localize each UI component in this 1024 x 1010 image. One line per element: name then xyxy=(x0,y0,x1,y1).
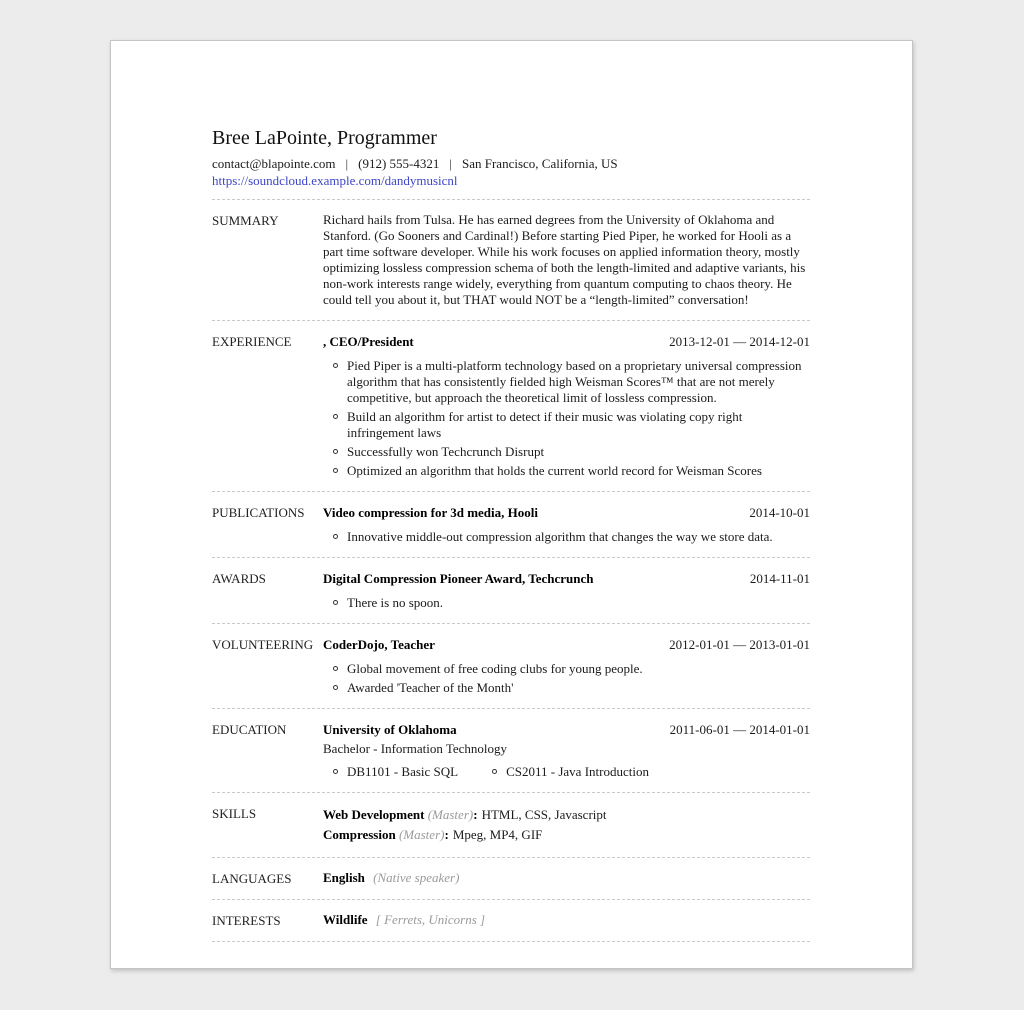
bullet-text: There is no spoon. xyxy=(347,595,444,610)
section-label: SKILLS xyxy=(212,806,257,821)
contact-line xyxy=(212,156,810,172)
skill-level: (Master) xyxy=(398,827,445,842)
education-dates: 2011-06-01 — 2014-01-01 xyxy=(669,722,810,737)
experience-bullets xyxy=(323,358,810,479)
list-item xyxy=(323,661,810,677)
bullet-text: Build an algorithm for artist to detect if their music was violating copy right infringement laws xyxy=(347,409,743,440)
language-item xyxy=(323,870,810,886)
section-volunteering xyxy=(212,624,810,709)
volunteering-title: CoderDojo, Teacher xyxy=(323,637,435,652)
experience-title: , CEO/President xyxy=(323,334,414,349)
section-summary xyxy=(212,200,810,321)
list-item xyxy=(323,463,810,479)
volunteering-bullets xyxy=(323,661,810,696)
section-label: INTERESTS xyxy=(212,913,281,928)
bullet-dot xyxy=(333,666,338,671)
section-label: EXPERIENCE xyxy=(212,334,292,349)
award-date: 2014-11-01 xyxy=(749,571,810,586)
course-text: CS2011 - Java Introduction xyxy=(506,764,649,779)
list-item xyxy=(323,409,810,441)
list-item xyxy=(323,764,458,780)
skill-colon: : xyxy=(473,807,478,822)
resume-header xyxy=(212,125,810,200)
section-label: VOLUNTEERING xyxy=(212,637,314,652)
bullet-dot xyxy=(333,468,338,473)
experience-dates: 2013-12-01 — 2014-12-01 xyxy=(669,334,810,349)
section-label: AWARDS xyxy=(212,571,266,586)
skill-name: Web Development xyxy=(323,807,425,822)
bullet-dot xyxy=(333,414,338,419)
list-item xyxy=(323,680,810,696)
skill-item xyxy=(323,825,810,845)
bullet-dot xyxy=(333,600,338,605)
bullet-dot xyxy=(333,534,338,539)
list-item xyxy=(323,595,810,611)
skill-colon: : xyxy=(444,827,449,842)
skill-level: (Master) xyxy=(427,807,474,822)
interest-name: Wildlife xyxy=(323,912,368,927)
education-school: University of Oklahoma xyxy=(323,722,457,737)
bullet-text: Optimized an algorithm that holds the current world record for Weisman Scores xyxy=(347,463,762,478)
person-name: Bree LaPointe, Programmer xyxy=(212,127,437,149)
interest-item xyxy=(323,912,810,928)
publication-date: 2014-10-01 xyxy=(749,505,810,520)
website-link[interactable]: https://soundcloud.example.com/dandymusicnl xyxy=(212,173,458,188)
contact-separator: | xyxy=(449,156,452,171)
skill-detail: HTML, CSS, Javascript xyxy=(481,807,607,822)
summary-text: Richard hails from Tulsa. He has earned degrees from the University of Oklahoma and Stanford. (Go Sooners and Cardinal!) Before starting Pied Piper, he worked for Hooli as a part time software developer. While his work focuses on applied information theory, mostly optimizing lossless compression schema of both the length-limited and adaptive variants, his non-work interests range widely, everything from quantum computing to chaos theory. He could tell you about it, but THAT would NOT be a “length-limited” conversation! xyxy=(323,212,806,307)
education-degree: Bachelor - Information Technology xyxy=(323,741,508,756)
bullet-text: Innovative middle-out compression algorithm that changes the way we store data. xyxy=(347,529,773,544)
award-title: Digital Compression Pioneer Award, Techcrunch xyxy=(323,571,594,586)
section-label: PUBLICATIONS xyxy=(212,505,305,520)
skill-item xyxy=(323,805,810,825)
section-awards xyxy=(212,558,810,624)
bullet-dot xyxy=(333,363,338,368)
volunteering-dates: 2012-01-01 — 2013-01-01 xyxy=(669,637,810,652)
language-note: (Native speaker) xyxy=(373,870,460,885)
list-item xyxy=(323,358,810,406)
list-item xyxy=(482,764,649,780)
contact-email: contact@blapointe.com xyxy=(212,156,336,171)
bullet-text: Successfully won Techcrunch Disrupt xyxy=(347,444,545,459)
section-label: LANGUAGES xyxy=(212,871,292,886)
bullet-dot xyxy=(333,449,338,454)
resume-page xyxy=(110,40,913,969)
bullet-text: Pied Piper is a multi-platform technology based on a proprietary universal compression algorithm that has consistently fielded high Weisman Scores™ that are not merely competitive, but approach the theoretical limit of lossless compression. xyxy=(347,358,802,405)
education-courses xyxy=(323,764,810,780)
bullet-dot xyxy=(492,769,497,774)
list-item xyxy=(323,444,810,460)
skill-name: Compression xyxy=(323,827,396,842)
section-label: SUMMARY xyxy=(212,213,279,228)
contact-location: San Francisco, California, US xyxy=(461,156,618,171)
language-name: English xyxy=(323,870,365,885)
publication-title: Video compression for 3d media, Hooli xyxy=(323,505,538,520)
section-publications xyxy=(212,492,810,558)
bullet-dot xyxy=(333,769,338,774)
publication-bullets xyxy=(323,529,810,545)
section-label: EDUCATION xyxy=(212,722,287,737)
interest-note: [ Ferrets, Unicorns ] xyxy=(375,912,486,927)
section-experience xyxy=(212,321,810,492)
list-item xyxy=(323,529,810,545)
bullet-dot xyxy=(333,685,338,690)
contact-phone: (912) 555-4321 xyxy=(358,156,440,171)
section-interests xyxy=(212,900,810,942)
award-bullets xyxy=(323,595,810,611)
course-text: DB1101 - Basic SQL xyxy=(347,764,459,779)
section-education xyxy=(212,709,810,793)
bullet-text: Awarded 'Teacher of the Month' xyxy=(347,680,514,695)
section-languages xyxy=(212,858,810,900)
section-skills xyxy=(212,793,810,858)
contact-separator: | xyxy=(345,156,349,171)
skill-detail: Mpeg, MP4, GIF xyxy=(452,827,543,842)
bullet-text: Global movement of free coding clubs for young people. xyxy=(347,661,643,676)
